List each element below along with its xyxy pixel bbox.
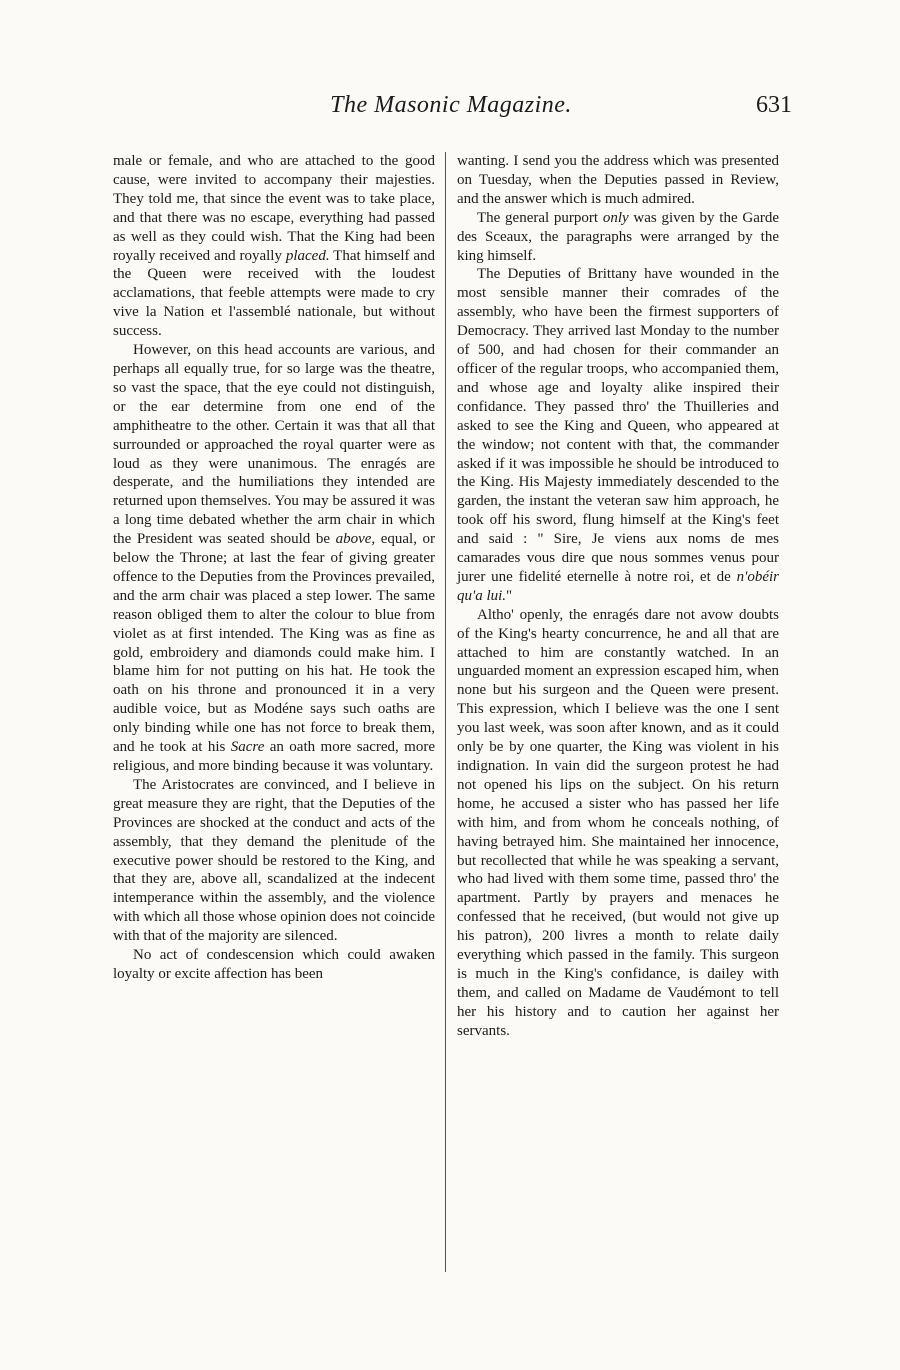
left-column <box>113 152 435 984</box>
paragraph-3: The Aristocrates are convinced, and I believe in great measure they are right, that the Deputies of the Provinces are shocked at the conduct and acts of the assembly, that they demand the plenitude of the executive power should be restored to the King, and that they are, above all, scandalized at the indecent intemperance within the assembly, and the violence with which all those whose opinion does not coincide with that of the majority are silenced. <box>113 776 435 945</box>
paragraph-8: Altho' openly, the enragés dare not avow doubts of the King's hearty concurrence, he and all that are attached to him are constantly watched. In an unguarded moment an expression escaped him, when none but his surgeon and the Queen were present. This expression, which I believe was the one I sent you last week, was soon after known, and as it could only be by one quarter, the King was violent in his indignation. In vain did the surgeon protest he had not opened his lips on the subject. On his return home, he accused a sister who has passed her life with him, and from whom he conceals nothing, of having betrayed him. She maintained her innocence, but recollected that while he was speaking a servant, who had lived with them some time, passed thro' the apartment. Partly by prayers and menaces he confessed that he received, (but would not give up his patron), 200 livres a month to relate daily everything which passed in the family. This surgeon is much in the King's confidance, is dailey with them, and called on Madame de Vaudémont to tell her his history and to caution her against her servants. <box>457 606 779 1039</box>
page-number: 631 <box>756 92 792 118</box>
column-divider <box>445 152 446 1272</box>
magazine-title: The Masonic Magazine. <box>330 92 572 118</box>
running-header <box>110 92 792 122</box>
paragraph-2: However, on this head accounts are various, and perhaps all equally true, for so large was the theatre, so vast the space, that the eye could not distinguish, or the ear determine from one end of the amphitheatre to the other. Certain it was that all that surrounded or approached the royal quarter were as loud as they were unanimous. The enragés are desperate, and the humiliations they intended are returned upon themselves. You may be assured it was a long time debated whether the arm chair in which the President was seated should be above, equal, or below the Throne; at last the fear of giving greater offence to the Deputies from the Provinces prevailed, and the arm chair was placed a step lower. The same reason obliged them to alter the colour to blue from violet as at first intended. The King was as fine as gold, embroidery and diamonds could make him. I blame him for not putting on his hat. He took the oath on his throne and pronounced it in a very audible voice, but as Modéne says such oaths are only binding while one has not force to break them, and he took at his Sacre an oath more sacred, more religious, and more binding because it was voluntary. <box>113 342 436 774</box>
right-column <box>457 152 779 1041</box>
paragraph-6: The general purport only was given by the Garde des Sceaux, the paragraphs were arranged by the king himself. <box>457 209 780 264</box>
paragraph-1: male or female, and who are attached to the good cause, were invited to accompany their majesties. They told me, that since the event was to take place, and that there was no escape, everything had passed as well as they could wish. That the King had been royally received and royally placed. That himself and the Queen were received with the loudest acclamations, that feeble attempts were made to cry vive la Nation et l'assemblé nationale, but without success. <box>113 153 435 340</box>
paragraph-7: The Deputies of Brittany have wounded in the most sensible manner their comrades of the assembly, who have been the firmest supporters of Democracy. They arrived last Monday to the number of 500, and had chosen for their commander an officer of the regular troops, who accompanied them, and whose age and loyalty alike inspired their confidance. They passed thro' the Thuilleries and asked to see the King and Queen, who appeared at the window; not content with that, the commander asked if it was impossible he should be introduced to the King. His Majesty immediately descended to the garden, the instant the veteran saw him approach, he took off his sword, flung himself at the King's feet and said : " Sire, Je viens aux noms de mes camarades vous dire que nous sommes venus pour jurer une fidelité eternelle à notre roi, et de n'obéir qu'a lui." <box>457 266 779 604</box>
paragraph-5: wanting. I send you the address which was presented on Tuesday, when the Deputies passed in Review, and the answer which is much admired. <box>457 153 779 207</box>
paragraph-4: No act of condescension which could awaken loyalty or excite affection has been <box>113 947 435 982</box>
